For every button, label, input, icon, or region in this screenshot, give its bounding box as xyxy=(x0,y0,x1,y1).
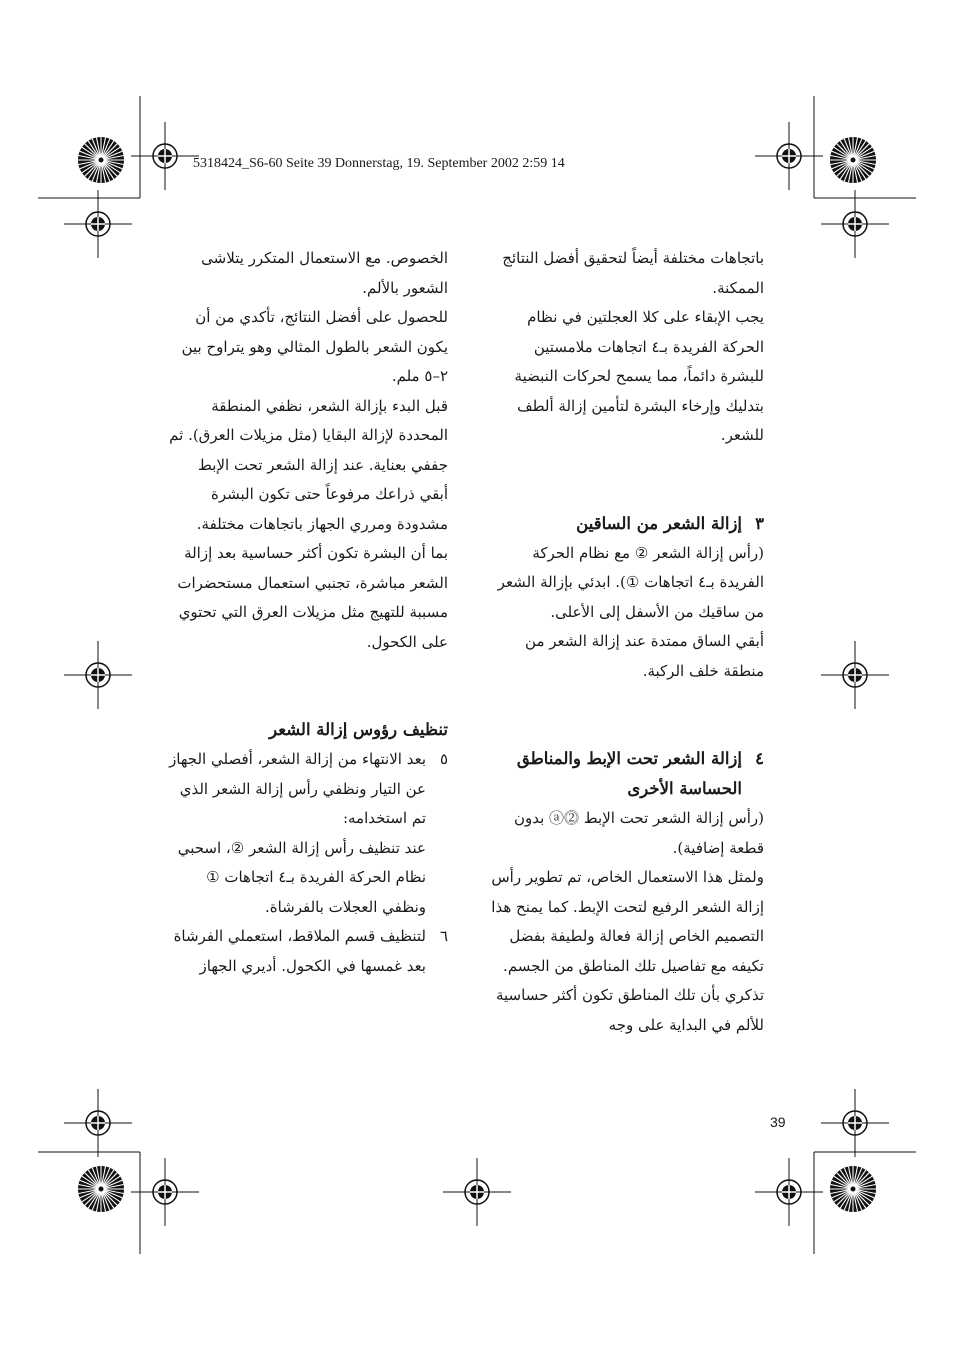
page-number: 39 xyxy=(770,1114,786,1130)
paragraph: قبل البدء بإزالة الشعر، نظفي المنطقة المحددة لإزالة البقايا (مثل مزيلات العرق). ثم جففي بعناية. عند إزالة الشعر تحت الإبط أبقي ذراعك مرفوعاً حتى تكون البشرة مشدودة ومرري الجهاز باتجاهات مختلفة. xyxy=(169,396,448,533)
section-heading xyxy=(488,509,764,539)
slug-line: 5318424_S6-60 Seite 39 Donnerstag, 19. September 2002 2:59 14 xyxy=(193,156,565,171)
paragraph: (رأس إزالة الشعر ② مع نظام الحركة الفريدة بـ٤ اتجاهات ①). ابدئي بإزالة الشعر من ساقيك من الأسفل إلى الأعلى. xyxy=(497,543,764,621)
paragraph: بما أن البشرة تكون أكثر حساسية بعد إزالة الشعر مباشرة، تجنبي استعمال مستحضرات مسببة للتهيج مثل مزيلات العرق التي تحتوي على الكحول. xyxy=(177,544,448,651)
item-text: بعد الانتهاء من إزالة الشعر، أفصلي الجهاز عن التيار ونظفي رأس إزالة الشعر الذي تم استخدامه: xyxy=(169,750,426,827)
sub-paragraph: عند تنظيف رأس إزالة الشعر ②، اسحبي نظام الحركة الفريدة بـ٤ اتجاهات ① ونظفي العجلات بالفرشاة. xyxy=(177,838,426,916)
paragraph: الخصوص. مع الاستعمال المتكرر يتلاشى الشعور بالألم. xyxy=(201,249,448,297)
paragraph: باتجاهات مختلفة أيضاً لتحقيق أفضل النتائج الممكنة. xyxy=(502,249,764,297)
left-column xyxy=(168,244,448,981)
section-title: إزالة الشعر تحت الإبط والمناطق الحساسة الأخرى xyxy=(516,749,742,798)
section-heading: تنظيف رؤوس إزالة الشعر xyxy=(269,720,448,739)
paragraph: تذكري بأن تلك المناطق تكون أكثر حساسية للألم في البداية على وجه xyxy=(495,986,764,1034)
paragraph: (رأس إزالة الشعر تحت الإبط ⓶ⓐ بدون قطعة إضافية). xyxy=(513,809,764,857)
item-text: لتنظيف قسم الملاقط، استعملي الفرشاة بعد غمسها في الكحول. أديري الجهاز xyxy=(173,927,426,975)
item-number: ٥ xyxy=(439,750,448,768)
section-number: ٤ xyxy=(755,749,764,768)
paragraph: ولمثل هذا الاستعمال الخاص، تم تطوير رأس إزالة الشعر الرفيع لتحت الإبط. كما يمنح هذا التصميم الخاص إزالة فعالة ولطيفة بفضل تكيفه مع تفاصيل تلك المناطق من الجسم. xyxy=(491,868,764,975)
paragraph: أبقي الساق ممتدة عند إزالة الشعر من منطقة خلف الركبة. xyxy=(525,632,764,680)
right-column xyxy=(488,244,764,1040)
item-number: ٦ xyxy=(439,927,448,945)
numbered-item xyxy=(168,922,448,981)
numbered-item xyxy=(168,745,448,834)
section-number: ٣ xyxy=(755,513,764,533)
section-title: إزالة الشعر من الساقين xyxy=(576,513,742,533)
paragraph: للحصول على أفضل النتائج، تأكدي من أن يكون الشعر بالطول المثالي وهو يتراوح بين ٢–٥ ملم. xyxy=(181,308,448,385)
section-heading xyxy=(488,744,764,804)
paragraph: يجب الإبقاء على كلا العجلتين في نظام الحركة الفريدة بـ٤ اتجاهات ملامستين للبشرة دائماً، مما يسمح لحركات النبضية بتدليك وإرخاء البشرة لتأمين إزالة ألطف للشعر. xyxy=(514,308,764,444)
